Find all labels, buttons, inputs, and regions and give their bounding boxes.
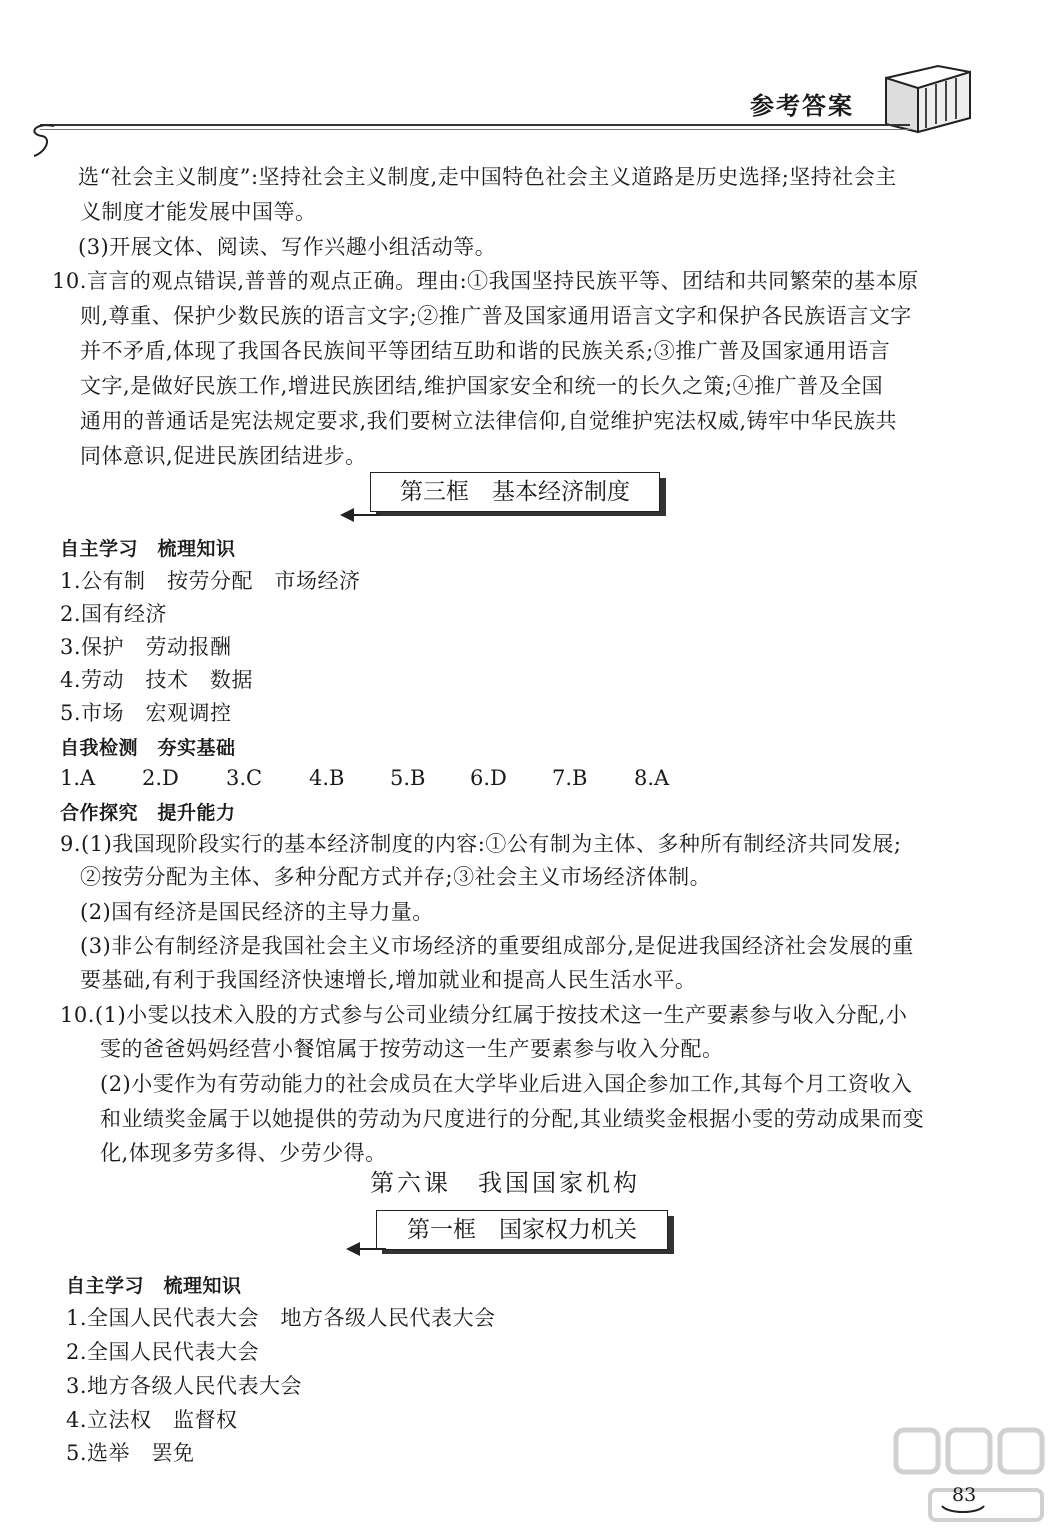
- text-line: (3)开展文体、阅读、写作兴趣小组活动等。: [78, 235, 497, 259]
- text-line: (2)国有经济是国民经济的主导力量。: [80, 900, 434, 924]
- list-item: 4.立法权 监督权: [66, 1408, 238, 1432]
- section-frame-title: 第三框 基本经济制度: [370, 472, 660, 512]
- text-line: 雯的爸爸妈妈经营小餐馆属于按劳动这一生产要素参与收入分配。: [100, 1037, 724, 1061]
- arrow-left-icon: [346, 1242, 360, 1256]
- arrow-left-icon: [340, 508, 354, 522]
- text-line: 义制度才能发展中国等。: [80, 200, 317, 224]
- page-number: 83: [952, 1484, 977, 1506]
- text-line: 化,体现多劳多得、少劳少得。: [100, 1141, 387, 1165]
- lesson-title: 第六课 我国国家机构: [370, 1169, 640, 1197]
- arrow-line: [356, 1248, 386, 1250]
- text-line: (3)非公有制经济是我国社会主义市场经济的重要组成部分,是促进我国经济社会发展的重: [80, 934, 914, 958]
- header-title: 参考答案: [750, 92, 854, 120]
- section-heading: 合作探究 提升能力: [60, 802, 236, 824]
- section-frame-title: 第一框 国家权力机关: [376, 1210, 668, 1250]
- text-line: 10.言言的观点错误,普普的观点正确。理由:①我国坚持民族平等、团结和共同繁荣的基本原: [52, 269, 919, 293]
- text-line: 9.(1)我国现阶段实行的基本经济制度的内容:①公有制为主体、多种所有制经济共同发展;: [60, 832, 902, 856]
- book-stack-icon: [878, 58, 978, 138]
- text-line: 并不矛盾,体现了我国各民族间平等团结互助和谐的民族关系;③推广普及国家通用语言: [80, 339, 891, 363]
- flourish-icon: [24, 112, 64, 162]
- answer: 3.C: [226, 766, 263, 790]
- list-item: 3.地方各级人民代表大会: [66, 1374, 303, 1398]
- answer: 1.A: [60, 766, 96, 790]
- answer: 2.D: [142, 766, 179, 790]
- text-line: 选“社会主义制度”:坚持社会主义制度,走中国特色社会主义道路是历史选择;坚持社会主: [78, 165, 897, 189]
- text-line: 通用的普通话是宪法规定要求,我们要树立法律信仰,自觉维护宪法权威,铸牢中华民族共: [80, 409, 898, 433]
- text-line: 则,尊重、保护少数民族的语言文字;②推广普及国家通用语言文字和保护各民族语言文字: [80, 304, 912, 328]
- list-item: 5.选举 罢免: [66, 1441, 195, 1465]
- header-rule: [40, 124, 910, 126]
- header-rule-thin: [40, 129, 910, 130]
- section-heading: 自我检测 夯实基础: [60, 737, 236, 759]
- answer: 5.B: [390, 766, 426, 790]
- list-item: 1.全国人民代表大会 地方各级人民代表大会: [66, 1306, 496, 1330]
- text-line: 和业绩奖金属于以她提供的劳动为尺度进行的分配,其业绩奖金根据小雯的劳动成果而变: [100, 1107, 925, 1131]
- arrow-line: [350, 514, 380, 516]
- section-heading: 自主学习 梳理知识: [66, 1275, 242, 1297]
- text-line: 文字,是做好民族工作,增进民族团结,维护国家安全和统一的长久之策;④推广普及全国: [80, 374, 884, 398]
- text-line: 10.(1)小雯以技术入股的方式参与公司业绩分红属于按技术这一生产要素参与收入分配,小: [60, 1003, 908, 1027]
- answer: 7.B: [552, 766, 588, 790]
- text-line: 要基础,有利于我国经济快速增长,增加就业和提高人民生活水平。: [80, 968, 697, 992]
- list-item: 2.国有经济: [60, 602, 168, 626]
- list-item: 3.保护 劳动报酬: [60, 635, 232, 659]
- section-heading: 自主学习 梳理知识: [60, 538, 236, 560]
- list-item: 1.公有制 按劳分配 市场经济: [60, 569, 361, 593]
- answer: 8.A: [634, 766, 670, 790]
- text-line: 同体意识,促进民族团结进步。: [80, 444, 367, 468]
- list-item: 5.市场 宏观调控: [60, 701, 232, 725]
- list-item: 4.劳动 技术 数据: [60, 668, 254, 692]
- answer: 6.D: [470, 766, 507, 790]
- text-line: (2)小雯作为有劳动能力的社会成员在大学毕业后进入国企参加工作,其每个月工资收入: [100, 1072, 913, 1096]
- text-line: ②按劳分配为主体、多种分配方式并存;③社会主义市场经济体制。: [80, 865, 712, 889]
- answer: 4.B: [309, 766, 345, 790]
- list-item: 2.全国人民代表大会: [66, 1340, 260, 1364]
